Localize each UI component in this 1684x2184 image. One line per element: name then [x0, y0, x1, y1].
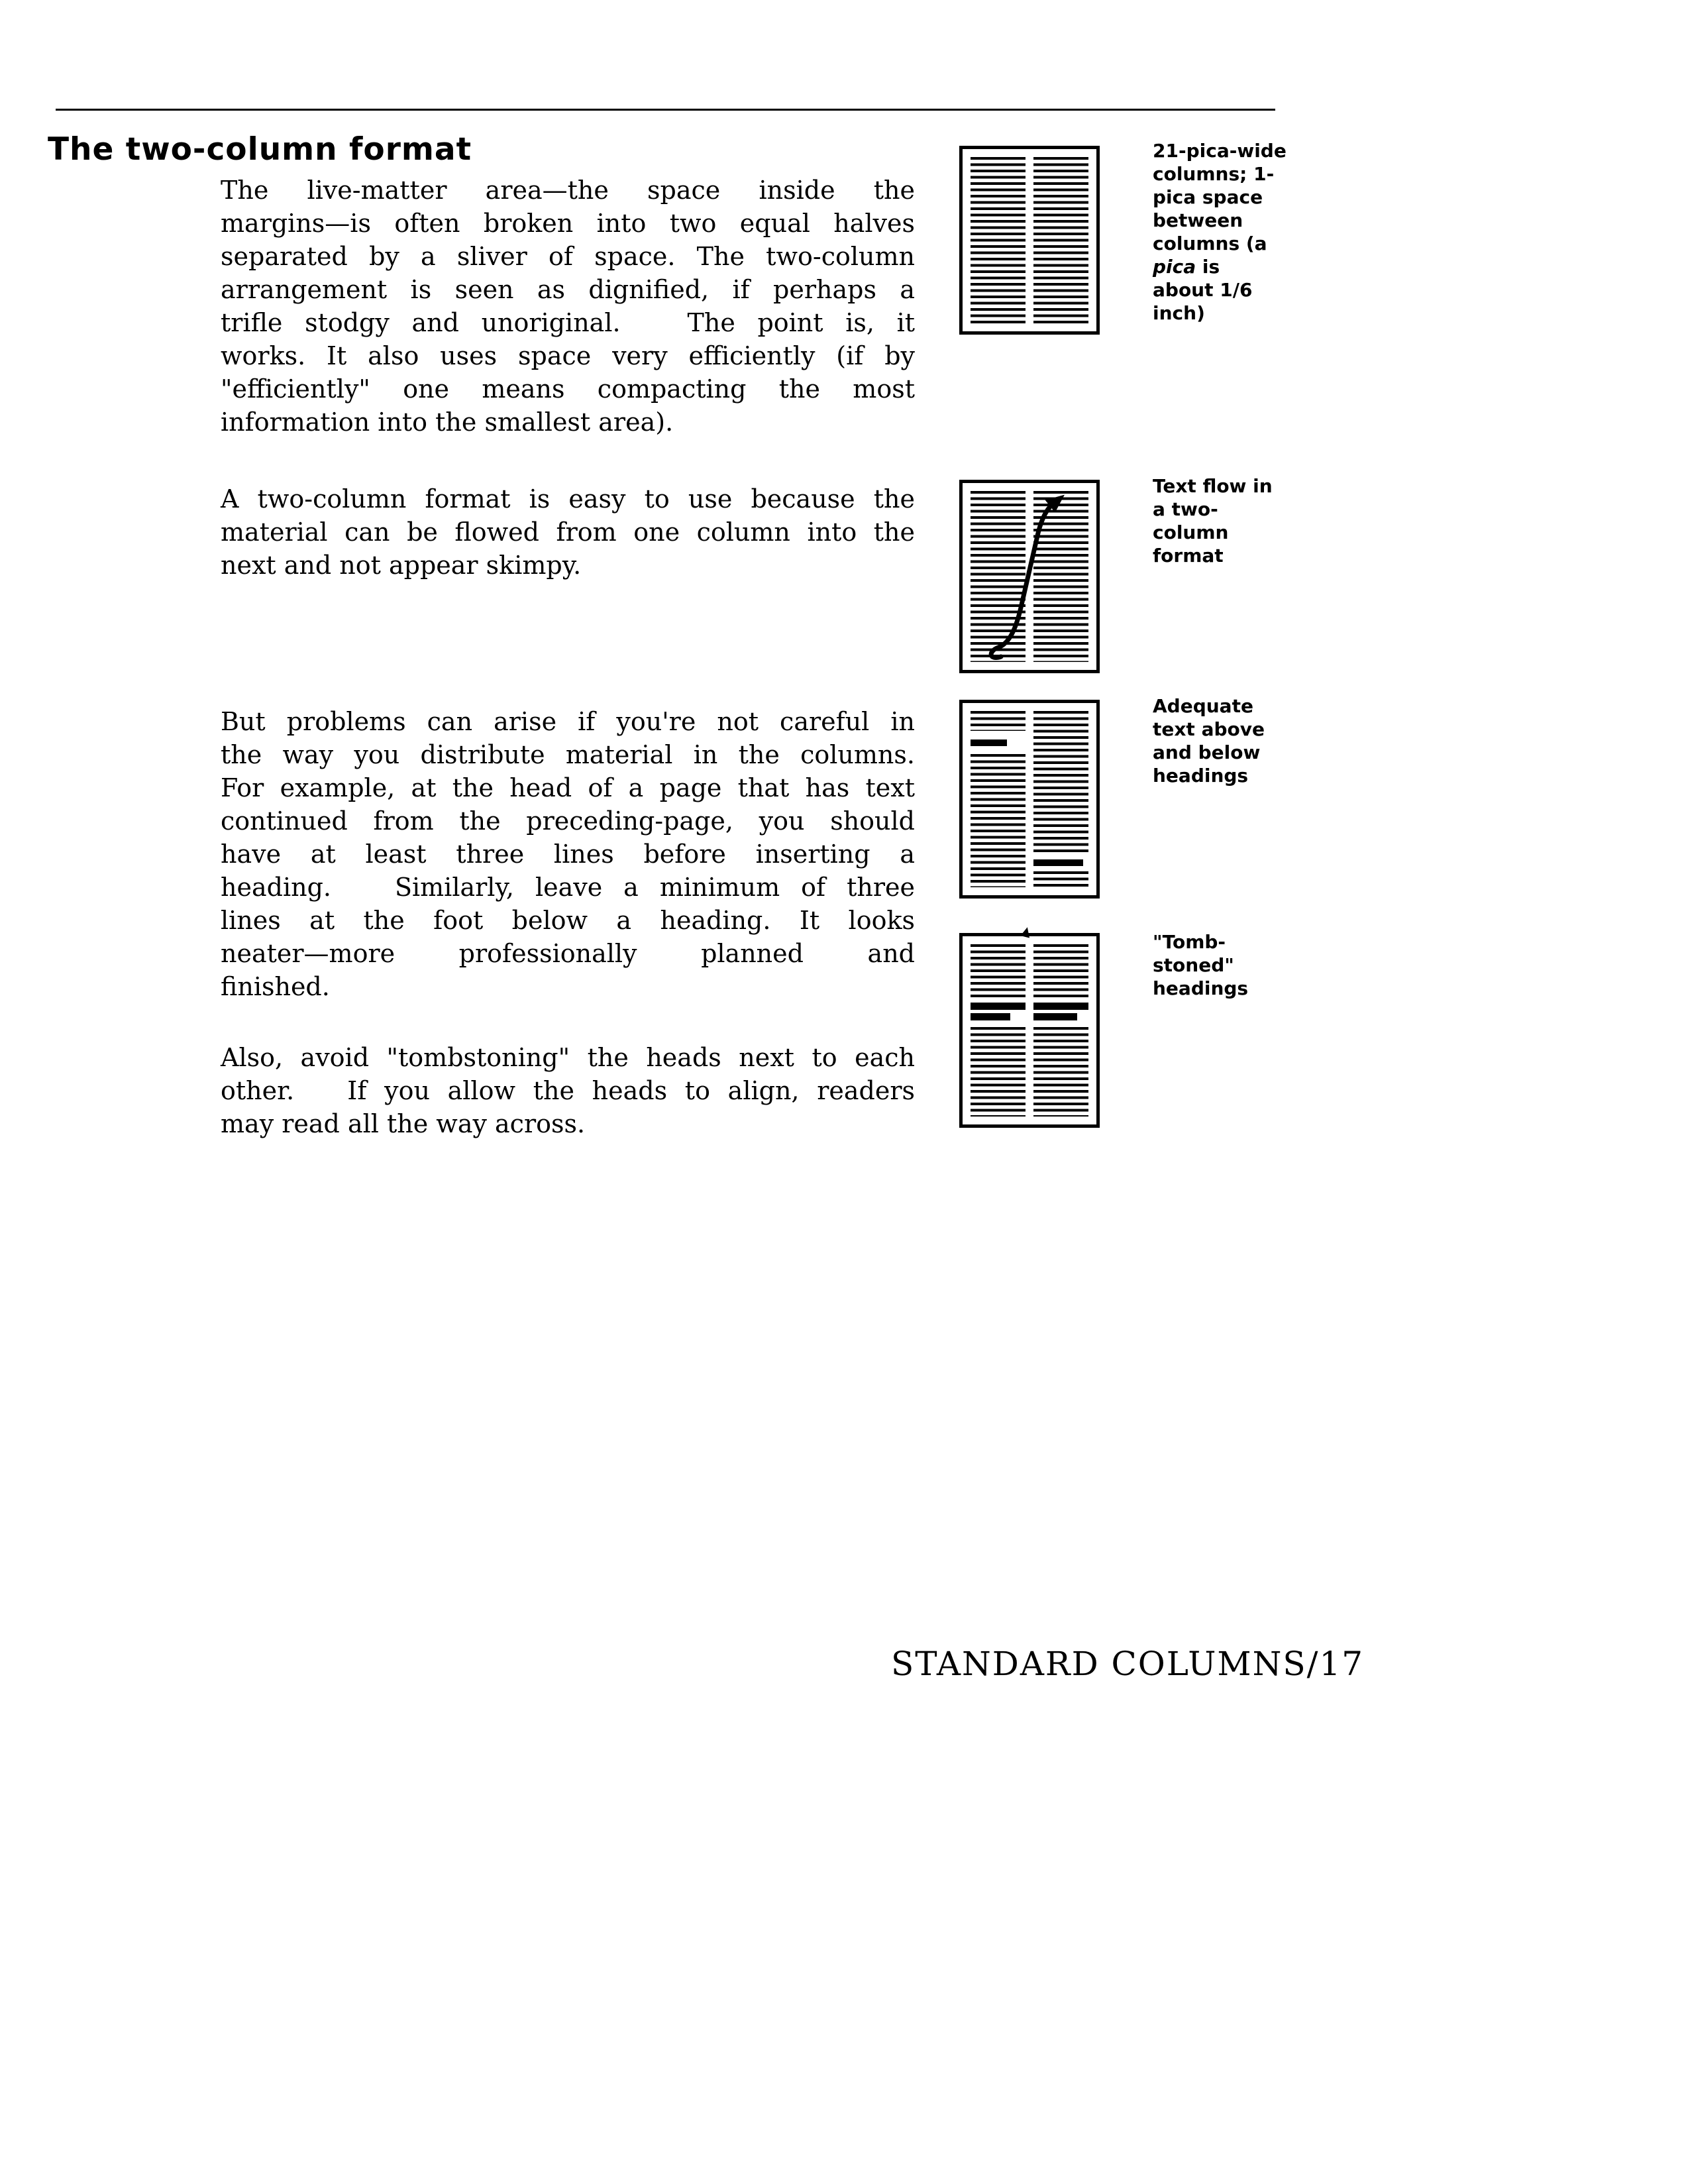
figure-caption-tombstoned-headings: [1153, 930, 1318, 1000]
text-flow-arrow-icon: [963, 483, 1096, 670]
text-line: 21-pica-wide: [1153, 140, 1287, 162]
heading-bar: [1033, 1003, 1088, 1010]
column-lines: [971, 157, 1026, 323]
body-paragraph-3: [221, 705, 915, 1003]
text-line: For example, at the head of a page that has text: [221, 773, 915, 802]
text-line: about 1/6: [1153, 279, 1253, 301]
text-line: "Tomb-: [1153, 931, 1226, 953]
figure-caption-21-pica-columns: [1153, 139, 1318, 325]
heading-bar: [1033, 1013, 1077, 1020]
figure-adequate-headings: [959, 700, 1100, 899]
text-line: other. If you allow the heads to align, readers: [221, 1076, 915, 1105]
column-lines: [971, 711, 1026, 887]
body-paragraph-1: [221, 174, 915, 439]
text-line: headings: [1153, 977, 1249, 999]
text-line: columns; 1-: [1153, 163, 1275, 185]
text-line: text above: [1153, 718, 1265, 740]
figure-caption-adequate-headings: [1153, 694, 1318, 787]
text-line: A two-column format is easy to use because the: [221, 484, 915, 514]
column-lines: [971, 944, 1026, 1117]
text-line: But problems can arise if you're not careful in: [221, 707, 915, 736]
heading-bar: [971, 739, 1007, 746]
column-lines: [1033, 711, 1088, 887]
text-line: a two-: [1153, 498, 1218, 520]
text-line: separated by a sliver of space. The two-column: [221, 242, 915, 271]
figure-21-pica-columns: [959, 146, 1100, 335]
body-paragraph-4: [221, 1041, 915, 1140]
text-line: pica is: [1153, 256, 1220, 278]
text-line: finished.: [221, 972, 330, 1001]
page-footer: STANDARD COLUMNS/17: [891, 1645, 1365, 1683]
text-line: Also, avoid "tombstoning" the heads next to each: [221, 1043, 915, 1072]
text-line: "efficiently" one means compacting the most: [221, 374, 915, 404]
text-line: information into the smallest area).: [221, 408, 674, 437]
header-rule: [56, 109, 1275, 111]
text-line: and below: [1153, 741, 1261, 763]
text-line: Text flow in: [1153, 475, 1273, 497]
column-lines: [1033, 944, 1088, 1117]
text-line: material can be flowed from one column into the: [221, 518, 915, 547]
page-title: The two-column format: [48, 131, 472, 168]
figure-text-flow: [959, 480, 1100, 673]
text-line: the way you distribute material in the columns.: [221, 740, 915, 769]
text-line: may read all the way across.: [221, 1109, 586, 1138]
text-line: pica space: [1153, 186, 1263, 208]
heading-bar: [971, 1003, 1026, 1010]
text-line: neater—more professionally planned and: [221, 939, 915, 968]
heading-bar: [1033, 859, 1083, 866]
text-line: next and not appear skimpy.: [221, 551, 582, 580]
text-line: arrangement is seen as dignified, if perhaps a: [221, 275, 915, 304]
text-line: Adequate: [1153, 695, 1253, 717]
text-line: works. It also uses space very efficiently (if by: [221, 341, 915, 370]
text-line: lines at the foot below a heading. It looks: [221, 906, 915, 935]
figure-caption-text-flow: [1153, 474, 1318, 567]
text-line: The live-matter area—the space inside the: [221, 176, 915, 205]
column-lines: [1033, 157, 1088, 323]
text-line: format: [1153, 545, 1224, 567]
figure-tombstoned-headings: [959, 933, 1100, 1128]
heading-bar: [971, 1013, 1010, 1020]
pen-mark-icon: [1020, 926, 1031, 938]
text-line: trifle stodgy and unoriginal. The point is, it: [221, 308, 915, 337]
text-line: continued from the preceding-page, you should: [221, 806, 915, 836]
body-paragraph-2: [221, 482, 915, 582]
text-line: heading. Similarly, leave a minimum of three: [221, 873, 915, 902]
text-line: columns (a: [1153, 233, 1267, 254]
text-line: column: [1153, 521, 1229, 543]
text-line: margins—is often broken into two equal halves: [221, 209, 915, 238]
text-line: stoned": [1153, 954, 1234, 976]
text-line: have at least three lines before inserting a: [221, 840, 915, 869]
text-line: inch): [1153, 302, 1205, 324]
text-line: headings: [1153, 765, 1249, 787]
text-line: between: [1153, 209, 1243, 231]
